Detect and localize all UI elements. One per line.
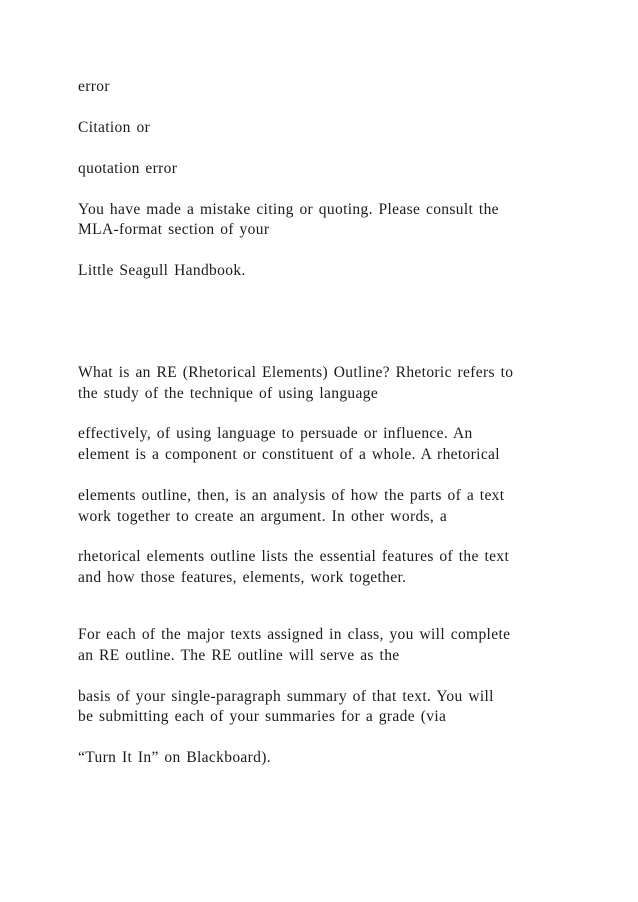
text-line: rhetorical elements outline lists the essential features of the text (78, 548, 510, 565)
text-line: MLA-format section of your (78, 221, 270, 238)
text-line: work together to create an argument. In other words, a (78, 508, 448, 525)
text-line: an RE outline. The RE outline will serve as the (78, 647, 400, 664)
text-line: You have made a mistake citing or quoting. Please consult the (78, 201, 499, 218)
text-line: error (78, 78, 110, 95)
text-line: elements outline, then, is an analysis of how the parts of a text (78, 487, 505, 504)
text-line: quotation error (78, 160, 178, 177)
text-line: and how those features, elements, work together. (78, 569, 407, 586)
text-line: effectively, of using language to persuade or influence. An (78, 425, 473, 442)
text-line: basis of your single-paragraph summary of that text. You will (78, 688, 494, 705)
text-line: For each of the major texts assigned in class, you will complete (78, 626, 511, 643)
text-line: element is a component or constituent of a whole. A rhetorical (78, 446, 500, 463)
text-line: “Turn It In” on Blackboard). (78, 749, 272, 766)
text-line: What is an RE (Rhetorical Elements) Outline? Rhetoric refers to (78, 364, 514, 381)
text-line: the study of the technique of using language (78, 385, 379, 402)
text-line: Citation or (78, 119, 151, 136)
text-line: Little Seagull Handbook. (78, 262, 246, 279)
text-line: be submitting each of your summaries for a grade (via (78, 708, 447, 725)
